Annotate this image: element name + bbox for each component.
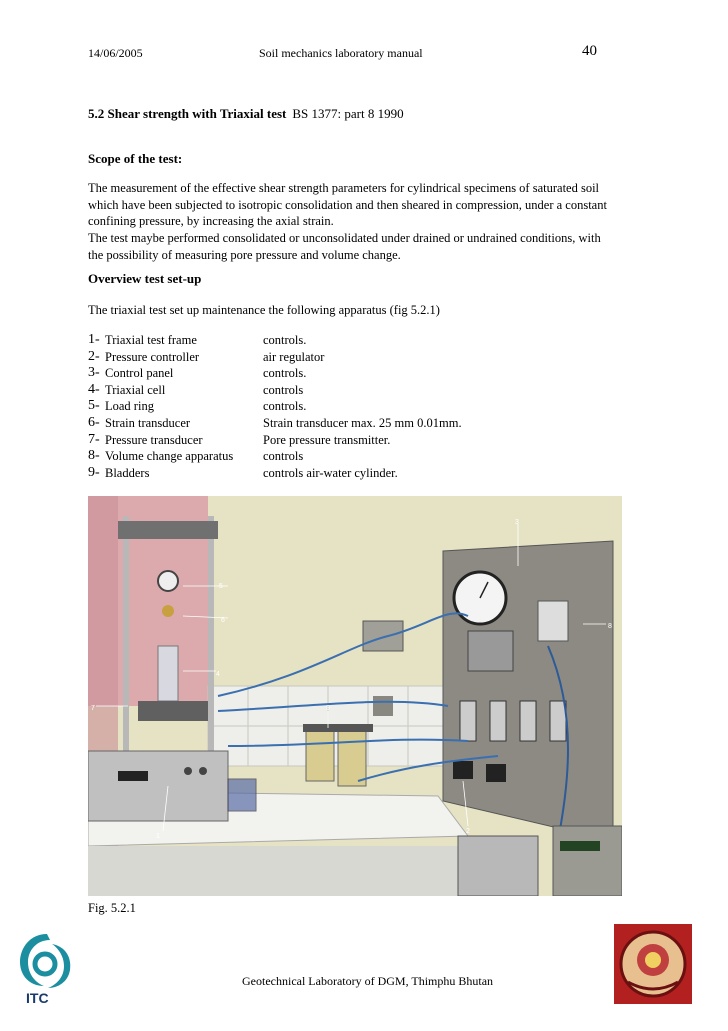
overview-intro: The triaxial test set up maintenance the following apparatus (fig 5.2.1)	[88, 303, 440, 317]
lab-photo-illustration	[88, 496, 622, 896]
page-number: 40	[582, 43, 597, 59]
list-item	[88, 398, 462, 415]
list-item	[88, 349, 462, 366]
item-name: Triaxial test frame	[105, 333, 197, 347]
seal-icon	[614, 924, 692, 1004]
itc-logo	[12, 928, 82, 1006]
scope-line: the possibility of measuring pore pressure and volume change.	[88, 247, 401, 262]
footer-text: Geotechnical Laboratory of DGM, Thimphu Bhutan	[242, 974, 494, 988]
item-control: controls.	[263, 333, 307, 347]
overview-heading: Overview test set-up	[88, 271, 202, 286]
item-control: controls.	[263, 366, 307, 381]
figure-photo	[88, 496, 622, 896]
item-name: Load ring	[105, 399, 154, 414]
dgm-seal-logo	[614, 924, 692, 1004]
list-item	[88, 448, 462, 465]
callout-3: 3	[515, 519, 519, 526]
item-number: 8-	[88, 448, 100, 464]
scope-line: confining pressure, by increasing the axial strain.	[88, 214, 334, 229]
list-item	[88, 415, 462, 432]
list-item	[88, 382, 462, 399]
item-name: Triaxial cell	[105, 382, 166, 397]
callout-2: 2	[466, 828, 470, 835]
item-control: controls	[263, 382, 304, 397]
callout-5: 5	[219, 583, 223, 590]
section-title-text: 5.2 Shear strength with Triaxial test	[88, 106, 287, 121]
item-control: air regulator	[263, 349, 325, 364]
list-item	[88, 432, 462, 449]
item-control: controls air-water cylinder.	[263, 465, 398, 480]
header-date: 14/06/2005	[88, 46, 143, 60]
scope-heading: Scope of the test:	[88, 151, 183, 166]
list-item	[88, 365, 462, 382]
item-control: Strain transducer max. 25 mm 0.01mm.	[263, 415, 462, 430]
item-number: 5-	[88, 398, 100, 414]
item-number: 7-	[88, 431, 100, 447]
callout-4: 4	[216, 671, 220, 678]
item-number: 3-	[88, 365, 100, 381]
item-name: Volume change apparatus	[105, 449, 234, 464]
item-number: 6-	[88, 414, 100, 430]
item-name: Strain transducer	[105, 415, 191, 430]
item-control: controls.	[263, 399, 307, 414]
figure-caption: Fig. 5.2.1	[88, 901, 136, 915]
list-item	[88, 332, 462, 349]
item-name: Pressure controller	[105, 349, 200, 364]
item-name: Bladders	[105, 465, 150, 480]
item-number: 9-	[88, 464, 100, 480]
item-name: Control panel	[105, 366, 174, 381]
scope-line: The measurement of the effective shear strength parameters for cylindrical specimens of saturated soil	[88, 181, 600, 195]
scope-paragraph	[88, 180, 658, 264]
callout-1: 1	[156, 833, 160, 840]
list-item	[88, 465, 462, 482]
itc-logo-icon	[12, 928, 82, 1006]
item-number: 4-	[88, 381, 100, 397]
scope-line: which have been subjected to isotropic consolidation and then sheared in compression, under a constant	[88, 197, 607, 212]
callout-8: 8	[608, 623, 612, 630]
apparatus-list	[88, 332, 462, 481]
callout-7: 7	[91, 705, 95, 712]
scope-line: The test maybe performed consolidated or unconsolidated under drained or undrained conditions, with	[88, 231, 601, 246]
section-standard: BS 1377: part 8 1990	[292, 106, 404, 121]
section-title	[88, 106, 404, 122]
item-number: 1-	[88, 332, 100, 347]
callout-6: 6	[221, 617, 225, 624]
itc-logo-text: ITC	[26, 990, 49, 1006]
header-title: Soil mechanics laboratory manual	[259, 46, 423, 60]
item-control: controls	[263, 449, 304, 464]
item-control: Pore pressure transmitter.	[263, 432, 391, 447]
item-name: Pressure transducer	[105, 432, 203, 447]
item-number: 2-	[88, 348, 100, 364]
callout-9: 9	[326, 705, 330, 712]
